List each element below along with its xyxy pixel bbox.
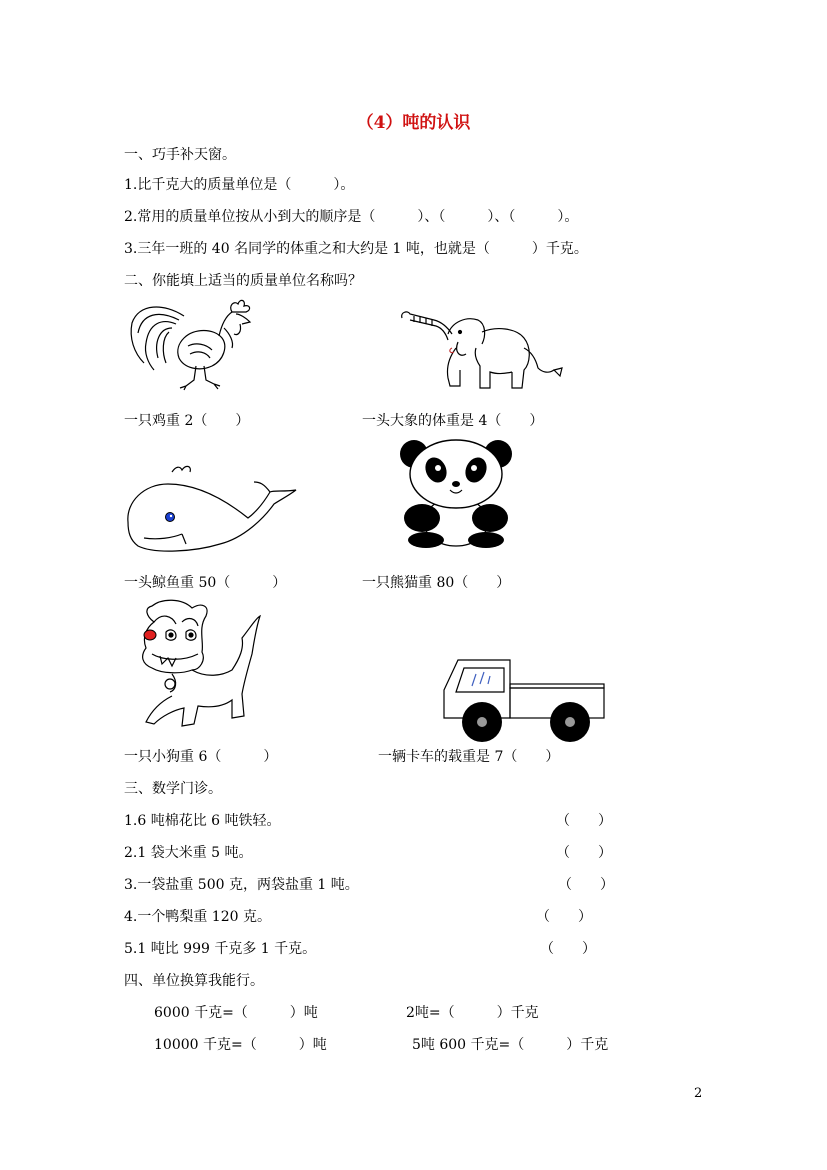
- section-3-heading: 三、数学门诊。: [124, 781, 222, 797]
- panda-icon: [396, 436, 516, 548]
- elephant-icon: [396, 308, 566, 393]
- chicken-question: 一只鸡重 2（ ）: [124, 413, 250, 429]
- judgement-3: 3.一袋盐重 500 克，两袋盐重 1 吨。: [124, 877, 359, 893]
- dog-icon: [132, 598, 272, 743]
- question-1-1: 1.比千克大的质量单位是（ ）。: [124, 177, 355, 193]
- whale-icon: [124, 462, 304, 557]
- section-4-heading: 四、单位换算我能行。: [124, 973, 264, 989]
- truck-icon: [440, 654, 610, 746]
- conversion-4: 5吨 600 千克=（ ）千克: [412, 1037, 609, 1053]
- judgement-2: 2.1 袋大米重 5 吨。: [124, 845, 253, 861]
- elephant-question: 一头大象的体重是 4（ ）: [362, 413, 544, 429]
- conversion-3: 10000 千克=（ ）吨: [154, 1037, 327, 1053]
- judgement-5: 5.1 吨比 999 千克多 1 千克。: [124, 941, 317, 957]
- judgement-1: 1.6 吨棉花比 6 吨铁轻。: [124, 813, 281, 829]
- judgement-3-box: （ ）: [558, 877, 614, 893]
- page-title: （4）吨的认识: [356, 113, 471, 133]
- dog-question: 一只小狗重 6（ ）: [124, 749, 278, 765]
- section-2-heading: 二、你能填上适当的质量单位名称吗？: [124, 273, 362, 289]
- question-1-2: 2.常用的质量单位按从小到大的顺序是（ ）、（ ）、（ ）。: [124, 209, 579, 225]
- judgement-1-box: （ ）: [556, 813, 612, 829]
- judgement-2-box: （ ）: [556, 845, 612, 861]
- question-1-3: 3.三年一班的 40 名同学的体重之和大约是 1 吨，也就是（ ）千克。: [124, 241, 588, 257]
- judgement-5-box: （ ）: [540, 941, 596, 957]
- page-number: 2: [694, 1086, 703, 1101]
- truck-question: 一辆卡车的载重是 7（ ）: [378, 749, 560, 765]
- panda-question: 一只熊猫重 80（ ）: [362, 575, 511, 591]
- judgement-4: 4.一个鸭梨重 120 克。: [124, 909, 271, 925]
- conversion-1: 6000 千克=（ ）吨: [154, 1005, 318, 1021]
- rooster-icon: [124, 298, 264, 393]
- section-1-heading: 一、巧手补天窗。: [124, 147, 236, 163]
- whale-question: 一头鲸鱼重 50（ ）: [124, 575, 287, 591]
- judgement-4-box: （ ）: [536, 909, 592, 925]
- conversion-2: 2吨=（ ）千克: [406, 1005, 539, 1021]
